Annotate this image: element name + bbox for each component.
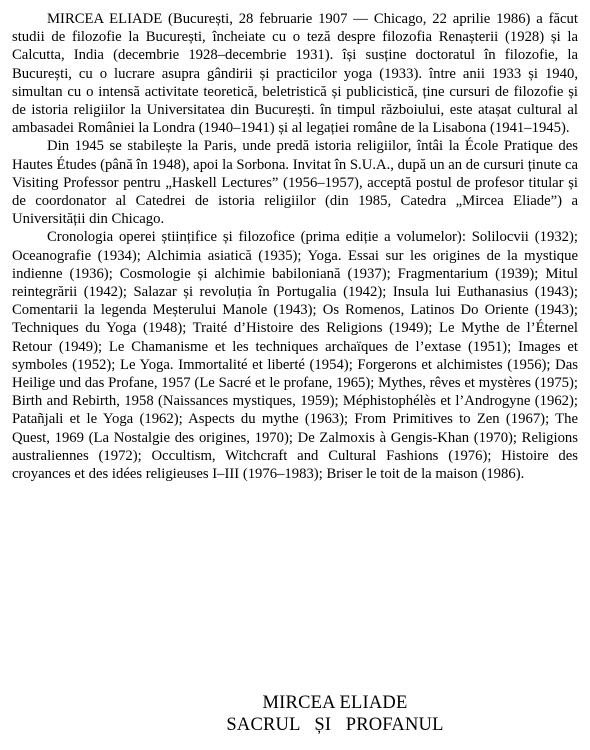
book-title-block — [0, 692, 590, 736]
bio-paragraph-intro: MIRCEA ELIADE (București, 28 februarie 1907 — Chicago, 22 aprilie 1986) a făcut studii de filozofie la București, încheiate cu o teză despre filozofia Renașterii (1928) și la Calcutta, India (decembrie 1928–decembrie 1931). își susține doctoratul în filozofie, la București, cu o lucrare asupra gândirii și practicilor yoga (1933). între anii 1933 și 1940, simultan cu o intensă activitate teoretică, beletristică și publicistică, ține cursuri de filozofie și de istoria religiilor la Universitatea din București. în timpul războiului, este atașat cultural al ambasadei României la Londra (1940–1941) și al legației române de la Lisabona (1941–1945). — [12, 11, 578, 137]
biography-text — [12, 10, 578, 483]
bio-paragraph-career: Din 1945 se stabilește la Paris, unde predă istoria religiilor, întâi la École Pratique des Hautes Études (până în 1948), apoi la Sorbona. Invitat în S.U.A., după un an de cursuri ținute ca Visiting Professor pentru „Haskell Lectures” (1956–1957), acceptă postul de profesor titular și de coordonator al Catedrei de istoria religiilor (din 1985, Catedra „Mircea Eliade”) a Universității din Chicago. — [12, 138, 578, 228]
author-name: MIRCEA ELIADE — [262, 693, 408, 713]
book-title: SACRUL ȘI PROFANUL — [226, 715, 444, 735]
bio-paragraph-works: Cronologia operei științifice și filozofice (prima ediție a volumelor): Solilocvii (1932); Oceanografie (1934); Alchimia asiatică (1935); Yoga. Essai sur les origines de la mystique indienne (1936); Cosmologie și alchimie babiloniană (1937); Fragmentarium (1939); Mitul reintegrării (1942); Salazar și revoluția în Portugalia (1942); Insula lui Euthanasius (1943); Comentarii la legenda Meșterului Manole (1943); Os Romenos, Latinos Do Oriente (1943); Techniques du Yoga (1948); Traité d’Histoire des Religions (1949); Le Mythe de l’Éternel Retour (1949); Le Chamanisme et les techniques archaïques de l’extase (1951); Images et symboles (1952); Le Yoga. Immortalité et liberté (1954); Forgerons et alchimistes (1956); Das Heilige und das Profane, 1957 (Le Sacré et le profane, 1965); Mythes, rêves et mystères (1975); Birth and Rebirth, 1958 (Naissances mystiques, 1959); Méphistophélès et l’Androgyne (1962); Patañjali et le Yoga (1962); Aspects du mythe (1963); From Primitives to Zen (1967); The Quest, 1969 (La Nostalgie des origines, 1970); De Zalmoxis à Gengis-Khan (1970); Religions australiennes (1972); Occultism, Witchcraft and Cultural Fashions (1976); Histoire des croyances et des idées religieuses I–III (1976–1983); Briser le toit de la maison (1986). — [12, 229, 578, 483]
